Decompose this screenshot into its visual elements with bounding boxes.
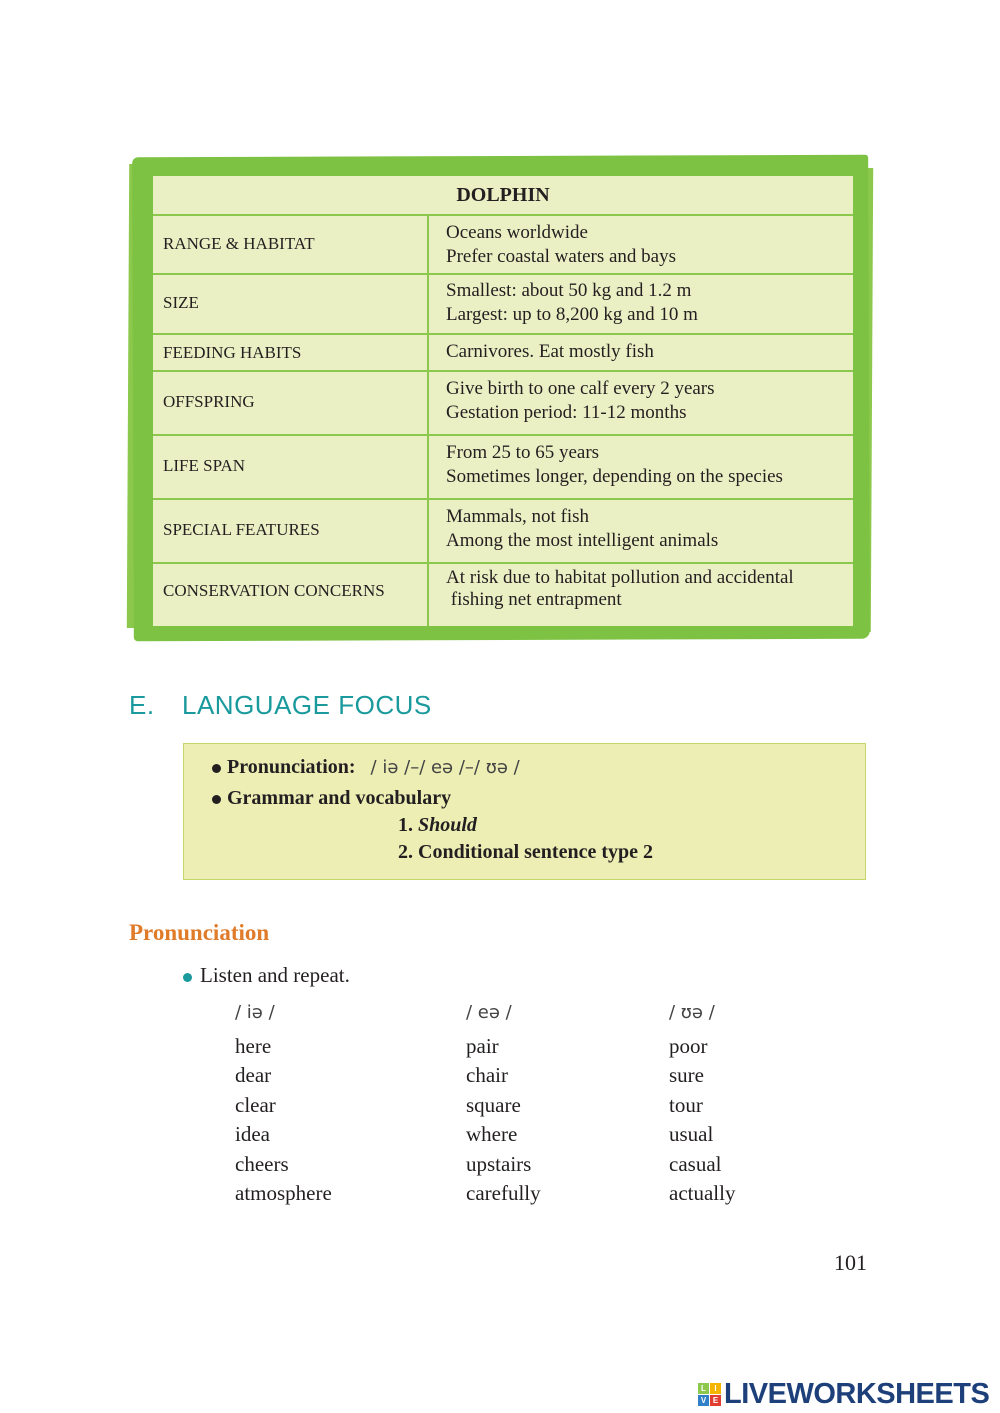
row-value [446,377,715,425]
word-column [466,998,541,1209]
bullet-icon [183,973,192,982]
liveworksheets-logo[interactable] [698,1378,989,1411]
table-row [153,333,853,372]
badge-letter: E [710,1395,721,1406]
grammar-item: 2. Conditional sentence type 2 [398,841,653,863]
table-title: DOLPHIN [456,184,550,206]
row-value [446,505,718,553]
value-line: Prefer coastal waters and bays [446,246,677,267]
pronunciation-focus [212,756,520,779]
row-value [446,340,654,364]
value-line: fishing net entrapment [446,589,622,610]
table-row [153,273,853,335]
word: poor [669,1033,708,1058]
logo-text: LIVEWORKSHEETS [724,1378,990,1410]
sound-header: / ʊə / [669,1002,715,1023]
word: casual [669,1151,722,1176]
table-row [153,214,853,275]
pronunciation-heading: Pronunciation [129,920,270,945]
instruction [183,963,350,988]
value-line: Mammals, not fish [446,506,590,527]
value-line: Among the most intelligent animals [446,530,719,551]
row-label: OFFSPRING [163,392,255,411]
item-text: Should [418,814,477,836]
sound-header: / eə / [466,1002,512,1023]
word: pair [466,1033,499,1058]
value-line: Gestation period: 11-12 months [446,402,687,423]
word: here [235,1033,272,1058]
row-label: LIFE SPAN [163,456,246,475]
word: sure [669,1063,704,1087]
word: cheers [235,1151,289,1176]
focus-label: Pronunciation: [227,756,356,778]
word: upstairs [466,1151,532,1176]
word: carefully [466,1181,541,1205]
word: dear [235,1063,272,1087]
logo-badge-icon [698,1383,721,1406]
section-heading [129,690,432,721]
word: atmosphere [235,1181,332,1205]
grammar-focus [212,787,451,810]
word: where [466,1122,518,1146]
word-column [235,998,332,1209]
language-focus-box [183,743,866,880]
focus-label: Grammar and vocabulary [227,787,452,809]
bullet-icon [212,764,221,773]
sound-header: / iə / [235,1002,275,1023]
value-line: Smallest: about 50 kg and 1.2 m [446,280,692,301]
row-label: SIZE [163,293,199,312]
word: square [466,1092,521,1117]
value-line: Sometimes longer, depending on the species [446,466,783,487]
word-column [669,998,735,1209]
badge-letter: V [698,1395,709,1406]
value-line: Carnivores. Eat mostly fish [446,341,654,362]
row-value [446,279,698,327]
table-row [153,370,853,436]
row-value [446,567,794,611]
value-line: From 25 to 65 years [446,442,600,463]
word: idea [235,1122,270,1146]
row-label: SPECIAL FEATURES [163,520,320,539]
value-line: Give birth to one calf every 2 years [446,378,715,399]
page-number: 101 [834,1250,867,1275]
section-letter: E. [129,690,155,720]
row-value [446,441,783,489]
value-line: Largest: up to 8,200 kg and 10 m [446,304,698,325]
instruction-text: Listen and repeat. [200,963,350,987]
word: tour [669,1092,703,1117]
dolphin-fact-table [153,176,853,626]
badge-letter: I [710,1383,721,1394]
row-label: RANGE & HABITAT [163,234,315,253]
word: usual [669,1122,714,1146]
word: actually [669,1181,736,1205]
row-value [446,221,676,269]
bullet-icon [212,795,221,804]
section-title: LANGUAGE FOCUS [182,690,432,720]
row-label: CONSERVATION CONCERNS [163,581,385,600]
row-label: FEEDING HABITS [163,343,302,362]
table-row [153,434,853,500]
table-row [153,498,853,564]
grammar-item [398,814,477,837]
value-line: Oceans worldwide [446,222,588,243]
table-row [153,562,853,628]
word: clear [235,1092,276,1117]
badge-letter: L [698,1383,709,1394]
focus-sounds: / iə /–/ eə /–/ ʊə / [370,757,520,778]
value-line: At risk due to habitat pollution and accidental [446,567,794,588]
word: chair [466,1063,508,1087]
item-number: 1. [398,814,413,836]
